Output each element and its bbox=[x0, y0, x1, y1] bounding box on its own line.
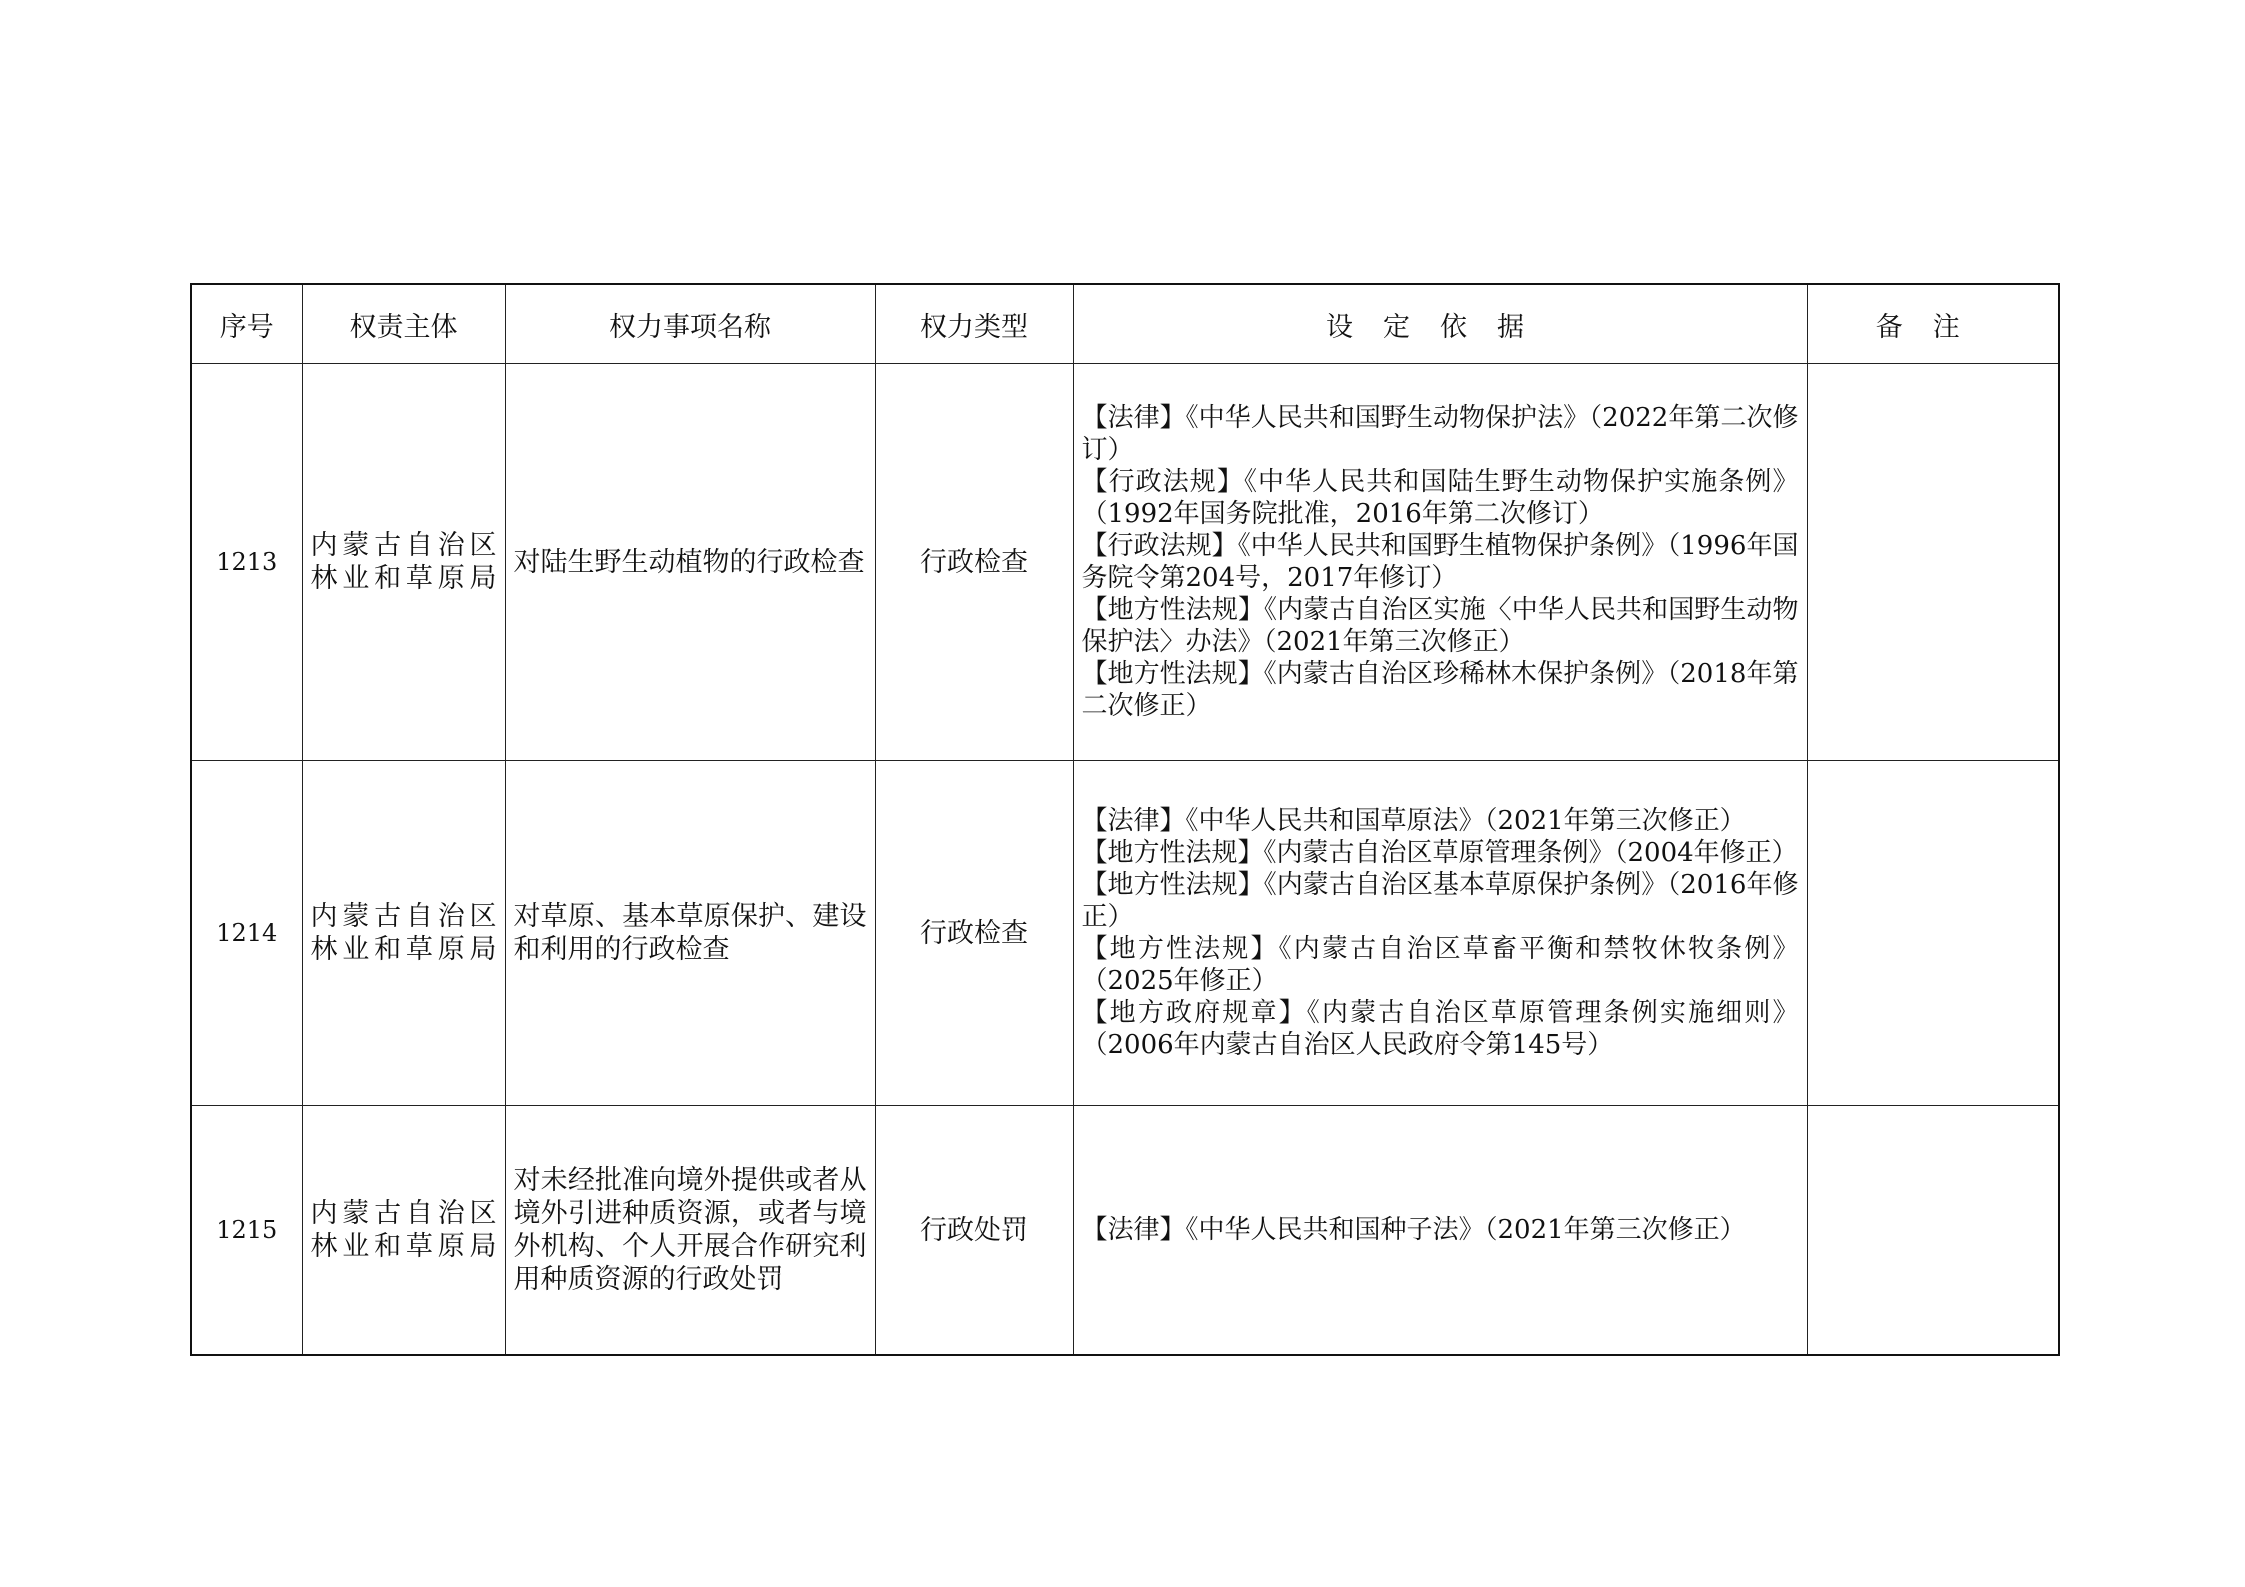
row-num: 1214 bbox=[191, 761, 302, 1106]
basis-entry: 【法律】《中华人民共和国草原法》（2021年第三次修正） bbox=[1081, 806, 1746, 836]
row-note bbox=[1807, 761, 2059, 1106]
header-note: 备注 bbox=[1807, 284, 2059, 364]
row-type: 行政处罚 bbox=[875, 1106, 1073, 1356]
header-num: 序号 bbox=[191, 284, 302, 364]
subject-line: 内蒙古自治区 bbox=[310, 530, 497, 561]
basis-entry: 【地方性法规】《内蒙古自治区基本草原保护条例》（2016年修正） bbox=[1081, 870, 1799, 932]
header-type: 权力类型 bbox=[875, 284, 1073, 364]
basis-entry: 【地方性法规】《内蒙古自治区实施〈中华人民共和国野生动物保护法〉办法》（2021年第三次修正） bbox=[1081, 595, 1799, 657]
table-row bbox=[191, 1106, 2059, 1356]
row-subject bbox=[302, 761, 505, 1106]
table-row bbox=[191, 761, 2059, 1106]
row-type: 行政检查 bbox=[875, 761, 1073, 1106]
basis-entry: 【地方性法规】《内蒙古自治区珍稀林木保护条例》（2018年第二次修正） bbox=[1081, 659, 1799, 721]
subject-line: 内蒙古自治区 bbox=[310, 1198, 497, 1229]
authority-table bbox=[190, 283, 2060, 1356]
basis-entry: 【行政法规】《中华人民共和国陆生野生动物保护实施条例》（1992年国务院批准，2016年第二次修订） bbox=[1081, 467, 1799, 529]
subject-line: 林业和草原局 bbox=[310, 563, 497, 594]
row-basis bbox=[1073, 761, 1807, 1106]
header-matter: 权力事项名称 bbox=[505, 284, 875, 364]
header-subject: 权责主体 bbox=[302, 284, 505, 364]
subject-line: 林业和草原局 bbox=[310, 934, 497, 965]
row-matter: 对陆生野生动植物的行政检查 bbox=[505, 364, 875, 761]
row-matter: 对草原、基本草原保护、建设和利用的行政检查 bbox=[505, 761, 875, 1106]
basis-entry: 【法律】《中华人民共和国种子法》（2021年第三次修正） bbox=[1081, 1215, 1746, 1245]
table-header-row bbox=[191, 284, 2059, 364]
basis-entry: 【地方政府规章】《内蒙古自治区草原管理条例实施细则》（2006年内蒙古自治区人民政府令第145号） bbox=[1081, 998, 1799, 1060]
basis-entry: 【行政法规】《中华人民共和国野生植物保护条例》（1996年国务院令第204号，2017年修订） bbox=[1081, 531, 1799, 593]
row-basis bbox=[1073, 1106, 1807, 1356]
row-note bbox=[1807, 364, 2059, 761]
table-row bbox=[191, 364, 2059, 761]
row-type: 行政检查 bbox=[875, 364, 1073, 761]
row-num: 1215 bbox=[191, 1106, 302, 1356]
subject-line: 内蒙古自治区 bbox=[310, 901, 497, 932]
subject-line: 林业和草原局 bbox=[310, 1231, 497, 1262]
basis-entry: 【地方性法规】《内蒙古自治区草畜平衡和禁牧休牧条例》（2025年修正） bbox=[1081, 934, 1799, 996]
authority-table-container bbox=[190, 283, 2058, 1356]
row-subject bbox=[302, 364, 505, 761]
basis-entry: 【法律】《中华人民共和国野生动物保护法》（2022年第二次修订） bbox=[1081, 403, 1799, 465]
header-basis: 设定依据 bbox=[1073, 284, 1807, 364]
row-matter: 对未经批准向境外提供或者从境外引进种质资源，或者与境外机构、个人开展合作研究利用种质资源的行政处罚 bbox=[505, 1106, 875, 1356]
basis-entry: 【地方性法规】《内蒙古自治区草原管理条例》（2004年修正） bbox=[1081, 838, 1798, 868]
row-subject bbox=[302, 1106, 505, 1356]
row-basis bbox=[1073, 364, 1807, 761]
row-note bbox=[1807, 1106, 2059, 1356]
row-num: 1213 bbox=[191, 364, 302, 761]
